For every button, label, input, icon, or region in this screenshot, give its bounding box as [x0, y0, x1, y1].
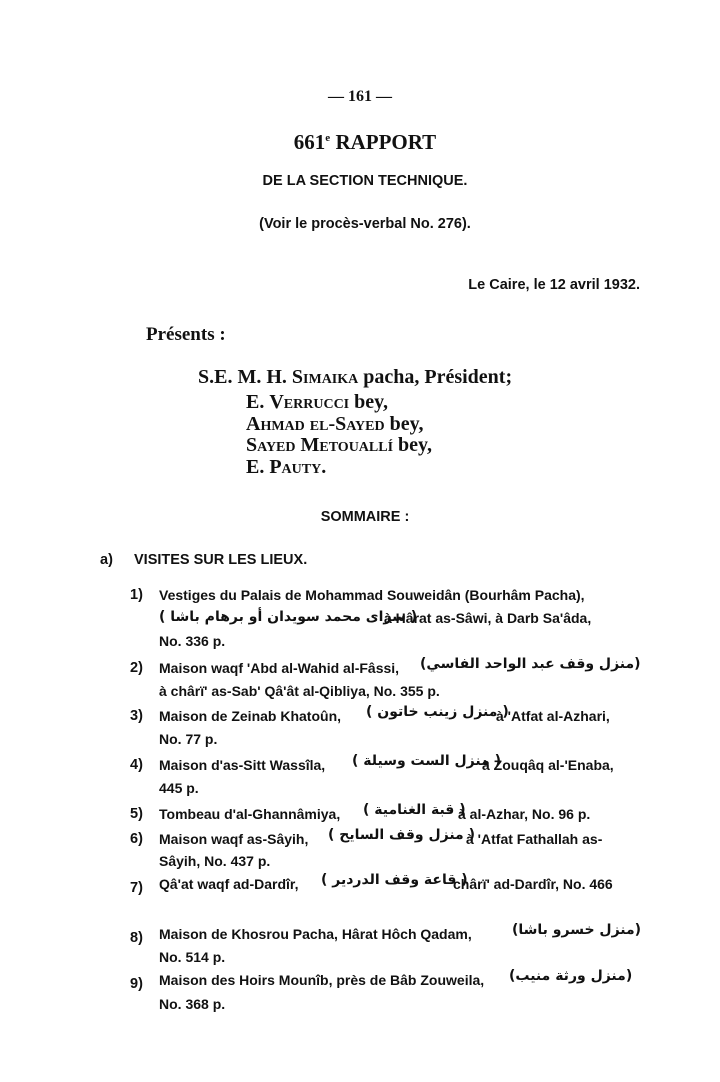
item-arabic: (منزل خسرو باشا) — [512, 922, 642, 938]
member — [246, 456, 326, 479]
item-text: Maison waqf as-Sâyih, — [159, 831, 309, 847]
item-arabic: ( سراى محمد سويدان أو برهام باشا ) — [159, 609, 418, 625]
member-suffix: bey, — [384, 413, 424, 435]
member-suffix: bey, — [393, 434, 432, 456]
section-title: VISITES SUR LES LIEUX. — [134, 552, 308, 568]
item-arabic: ( قبة الغنامية ) — [363, 802, 466, 818]
item-number: 7) — [130, 880, 143, 896]
item-arabic: ( منزل الست وسيلة ) — [352, 753, 502, 769]
item-arabic: ( منزل وقف السايح ) — [328, 827, 475, 843]
member-name: Verrucci — [269, 391, 350, 413]
item-text: chârï' ad-Dardîr, No. 466 — [453, 876, 613, 892]
member — [246, 413, 424, 436]
item-number: 1) — [130, 587, 143, 603]
report-number-suffix: e — [325, 132, 331, 144]
report-word: RAPPORT — [335, 130, 437, 154]
item-number: 9) — [130, 976, 143, 992]
item-number: 8) — [130, 930, 143, 946]
item-text: No. 77 p. — [159, 731, 218, 747]
item-text: à al-Azhar, No. 96 p. — [458, 806, 591, 822]
member-suffix: . — [321, 456, 327, 478]
member-name: Pauty — [269, 456, 322, 478]
item-number: 3) — [130, 708, 143, 724]
item-arabic: (منزل ورثة منيب) — [509, 968, 633, 984]
item-number: 5) — [130, 806, 143, 822]
summary-title: SOMMAIRE : — [320, 509, 410, 525]
item-number: 6) — [130, 831, 143, 847]
member-name: Simaika — [291, 366, 359, 388]
item-text: No. 368 p. — [159, 996, 226, 1012]
report-number: 661 — [293, 130, 326, 154]
item-text: Maison d'as-Sitt Wassîla, — [159, 757, 326, 773]
item-text: à Hârat as-Sâwi, à Darb Sa'âda, — [384, 610, 592, 626]
item-text: No. 336 p. — [159, 633, 226, 649]
item-arabic: (منزل وقف عبد الواحد الفاسي) — [420, 656, 641, 672]
item-number: 2) — [130, 660, 143, 676]
member-prefix: E. — [246, 391, 265, 413]
place-and-date: Le Caire, le 12 avril 1932. — [468, 277, 640, 293]
item-text: Maison de Khosrou Pacha, Hârat Hôch Qadam, — [159, 926, 472, 942]
item-number: 4) — [130, 757, 143, 773]
item-text: Vestiges du Palais de Mohammad Souweidân (Bourhâm Pacha), — [159, 587, 585, 603]
report-title — [0, 130, 720, 155]
member-name: Ahmad el-Sayed — [246, 413, 385, 435]
member-prefix: E. — [246, 456, 265, 478]
item-text: Maison des Hoirs Mounîb, près de Bâb Zouweila, — [159, 972, 485, 988]
member — [246, 434, 432, 457]
presents-label: Présents : — [146, 324, 226, 345]
item-text: à Zouqâq al-'Enaba, — [482, 757, 614, 773]
section-label: a) — [100, 552, 113, 568]
item-text: Tombeau d'al-Ghannâmiya, — [159, 806, 341, 822]
item-text: à chârï' as-Sab' Qâ'ât al-Qibliya, No. 355 p. — [159, 683, 440, 699]
item-text: à 'Atfat al-Azhari, — [496, 708, 610, 724]
member-name: Sayed Metouallí — [246, 434, 394, 456]
member — [246, 391, 388, 414]
member-suffix: pacha, Président; — [358, 366, 513, 388]
item-arabic: ( قاعة وقف الدردير ) — [321, 872, 468, 888]
item-text: Maison de Zeinab Khatoûn, — [159, 708, 342, 724]
member-president — [198, 366, 512, 389]
item-text: No. 514 p. — [159, 949, 226, 965]
item-text: à 'Atfat Fathallah as- — [466, 831, 603, 847]
member-suffix: bey, — [349, 391, 389, 413]
item-text: Maison waqf 'Abd al-Wahid al-Fâssi, — [159, 660, 400, 676]
proces-verbal-reference: (Voir le procès-verbal No. 276). — [259, 216, 471, 232]
section-heading — [100, 552, 307, 568]
page-number: — 161 — — [328, 88, 392, 105]
item-text: 445 p. — [159, 780, 199, 796]
member-prefix: S.E. M. H. — [198, 366, 287, 388]
section-subtitle: DE LA SECTION TECHNIQUE. — [262, 173, 468, 189]
item-text: Sâyih, No. 437 p. — [159, 853, 271, 869]
item-arabic: ( منزل زينب خاتون ) — [366, 704, 509, 720]
item-text: Qâ'at waqf ad-Dardîr, — [159, 876, 299, 892]
